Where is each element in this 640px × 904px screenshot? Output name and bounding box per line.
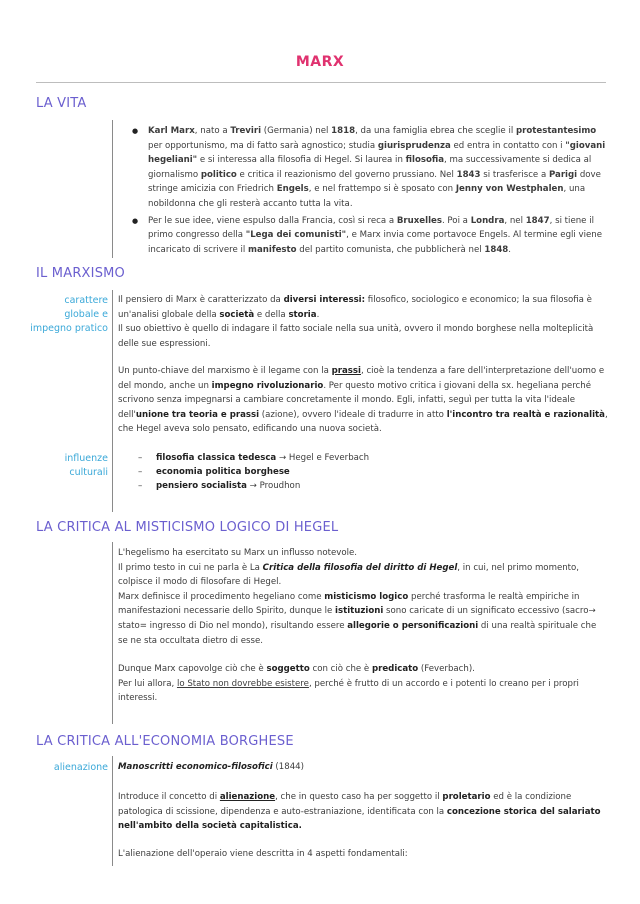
vita-bullet-2: ● Per le sue idee, viene espulso dalla Francia, così si reca a Bruxelles. Poi a Londra, nel 1847, si tiene il primo congresso della "Lega dei comunisti", e Marx invia come portavoce Engels. Al termine egli viene incaricato di scrivere il manifesto del partito comunista, che pubblicherà nel 1848. (130, 214, 608, 258)
section-heading-vita: LA VITA (36, 96, 87, 111)
influenza-item: – filosofia classica tedesca → Hegel e Feverbach (138, 451, 598, 465)
side-label-alienazione: alienazione (53, 762, 108, 773)
critica-hegel-paragraph-2: Dunque Marx capovolge ciò che è soggetto con ciò che è predicato (Feverbach). Per lui allora, lo Stato non dovrebbe esistere, perché è frutto di un accordo e i potenti lo creano per i propri interessi. (118, 664, 579, 704)
section-rule-marxismo (112, 290, 113, 512)
section-heading-critica-economia: LA CRITICA ALL'ECONOMIA BORGHESE (36, 734, 294, 749)
vita-bullet-1: ● Karl Marx, nato a Treviri (Germania) nel 1818, da una famiglia ebrea che sceglie il protestantesimo per opportunismo, ma di fatto sarà agnostico; studia giurisprudenza ed entra in contatto con i "giovani hegeliani" e si interessa alla filosofia di Hegel. Si laurea in filosofia, ma successivamente si dedica al giornalismo politico e critica il reazionismo del governo prussiano. Nel 1843 si trasferisce a Parigi dove stringe amicizia con Friedrich Engels, e nel frattempo si è sposato con Jenny von Westphalen, una nobildonna che gli resterà accanto tutta la vita. (130, 124, 608, 212)
section-heading-marxismo: IL MARXISMO (36, 266, 125, 281)
marxismo-paragraph-1: Il pensiero di Marx è caratterizzato da diversi interessi: filosofico, sociologico e economico; la sua filosofia è un'analisi globale della società e della storia. Il suo obiettivo è quello di indagare il fatto sociale nella sua unità, ovvero il mondo borghese nella molteplicità delle sue espressioni. (118, 295, 594, 349)
side-label-influenze: influenze culturali (64, 453, 108, 478)
section-rule-critica-economia (112, 756, 113, 866)
influenze-list (138, 451, 598, 493)
section-rule-vita (112, 120, 113, 258)
critica-hegel-paragraph-1: L'hegelismo ha esercitato su Marx un influsso notevole. Il primo testo in cui ne parla è La Critica della filosofia del diritto di Hegel, in cui, nel primo momento, colpisce il modo di filosofare di Hegel. Marx definisce il procedimento hegeliano come misticismo logico perché trasforma le realtà empiriche in manifestazioni necessarie dello Spirito, dunque le istituzioni sono caricate di un significato eccessivo (sacro→ stato= ingresso di Dio nel mondo), risultando essere allegorie o personificazioni di una realtà spirituale che se ne sta occultata dietro di esse. (118, 548, 597, 646)
section-heading-critica-hegel: LA CRITICA AL MISTICISMO LOGICO DI HEGEL (36, 520, 339, 535)
side-label-carattere: carattere globale e impegno pratico (30, 295, 108, 334)
influenza-item: – pensiero socialista → Proudhon (138, 479, 598, 493)
aspects-intro: L'alienazione dell'operaio viene descritta in 4 aspetti fondamentali: (118, 849, 408, 859)
page-title: MARX (295, 54, 345, 70)
marxismo-paragraph-2: Un punto-chiave del marxismo è il legame con la prassi, cioè la tendenza a fare dell'interpretazione dell'uomo e del mondo, anche un impegno rivoluzionario. Per questo motivo critica i giovani della sx. hegeliana perché scrivono senza impegnarsi a cambiare concretamente il mondo. Egli, infatti, seguì per tutta la vita l'ideale dell'unione tra teoria e prassi (azione), ovvero l'ideale di tradurre in atto l'incontro tra realtà e razionalità, che Hegel aveva solo pensato, edificando una nuova società. (118, 366, 608, 435)
alienazione-paragraph: Introduce il concetto di alienazione, che in questo caso ha per soggetto il proletario ed è la condizione patologica di scissione, dipendenza e auto-estraniazione, identificata con la concezione storica del salariato nell'ambito della società capitalistica. (118, 792, 601, 832)
influenza-item: – economia politica borghese (138, 465, 598, 479)
title-divider (36, 82, 606, 83)
work-title: Manoscritti economico-filosofici (1844) (118, 762, 304, 772)
vita-bullets (130, 124, 608, 259)
section-rule-critica-hegel (112, 542, 113, 724)
